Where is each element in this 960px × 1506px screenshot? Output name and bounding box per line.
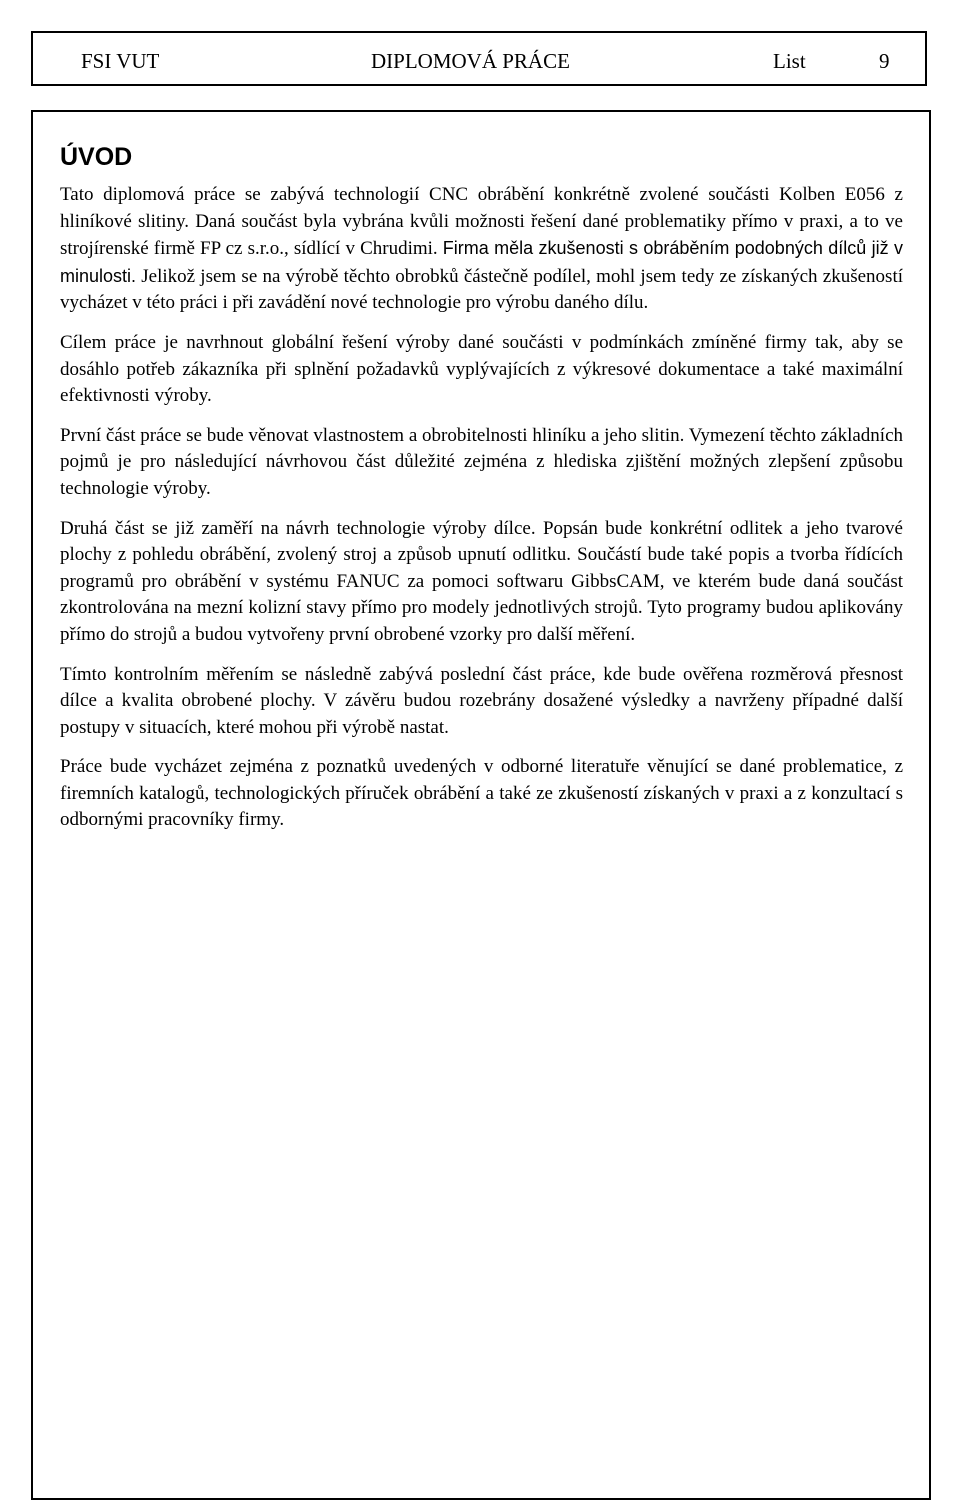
paragraph-goal: Cílem práce je navrhnout globální řešení výroby dané součásti v podmínkách zmíněné firmy tak, aby se dosáhlo potřeb zákazníka při splnění požadavků vyplývajících z výkresové dokumentace a také maximální efektivnosti výroby. xyxy=(60,331,903,407)
page-header xyxy=(31,31,927,86)
paragraph-first-part: První část práce se bude věnovat vlastnostem a obrobitelnosti hliníku a jeho slitin. Vymezení těchto základních pojmů je pro následující návrhovou část důležité zejména z hlediska zjištění možných zlepšení způsobu technologie výroby. xyxy=(60,424,903,499)
page-body xyxy=(31,110,931,1500)
paragraph-intro xyxy=(60,182,903,317)
paragraph-intro-part-2: Firma měla zkušenosti s obráběním podobných dílců již v minulosti. xyxy=(60,238,903,286)
paragraph-second-part: Druhá část se již zaměří na návrh technologie výroby dílce. Popsán bude konkrétní odlitek a jeho tvarové plochy z pohledu obrábění, zvolený stroj a způsob upnutí odlitku. Součástí bude také popis a tvorba řídících programů pro obrábění v systému FANUC za pomoci softwaru GibbsCAM, ve kterém bude daná součást zkontrolována na mezní kolizní stavy přímo pro modely jednotlivých strojů. Tyto programy budou aplikovány přímo do strojů a budou vytvořeny první obrobené vzorky pro další měření. xyxy=(60,517,903,645)
page-content xyxy=(60,141,903,847)
paragraph-measurement: Tímto kontrolním měřením se následně zabývá poslední část práce, kde bude ověřena rozměrová přesnost dílce a kvalita obrobené plochy. V závěru budou rozebrány dosažené výsledky a navrženy případné další postupy v situacích, které mohou při výrobě nastat. xyxy=(60,663,903,738)
paragraph-intro-part-3: Jelikož jsem se na výrobě těchto obrobků částečně podílel, mohl jsem tedy ze získaných zkušeností vycházet v této práci i při zavádění nové technologie pro výrobu daného dílu. xyxy=(60,265,903,314)
paragraph-sources: Práce bude vycházet zejména z poznatků uvedených v odborné literatuře věnující se dané problematice, z firemních katalogů, technologických příruček obrábění a také ze zkušeností získaných v praxi a z konzultací s odbornými pracovníky firmy. xyxy=(60,756,903,831)
section-heading: ÚVOD xyxy=(60,143,133,171)
header-list-label: List xyxy=(773,49,806,73)
paragraph-intro-part-1: Tato diplomová práce se zabývá technologií CNC obrábění konkrétně zvolené součásti Kolben E056 z hliníkové slitiny. Daná součást byla vybrána kvůli možnosti řešení dané problematiky přímo v praxi, a to ve strojírenské firmě FP cz s.r.o., sídlící v Chrudimi. xyxy=(60,184,903,260)
header-document-type: DIPLOMOVÁ PRÁCE xyxy=(371,49,570,73)
header-page-number: 9 xyxy=(879,49,890,73)
header-faculty: FSI VUT xyxy=(81,49,160,73)
